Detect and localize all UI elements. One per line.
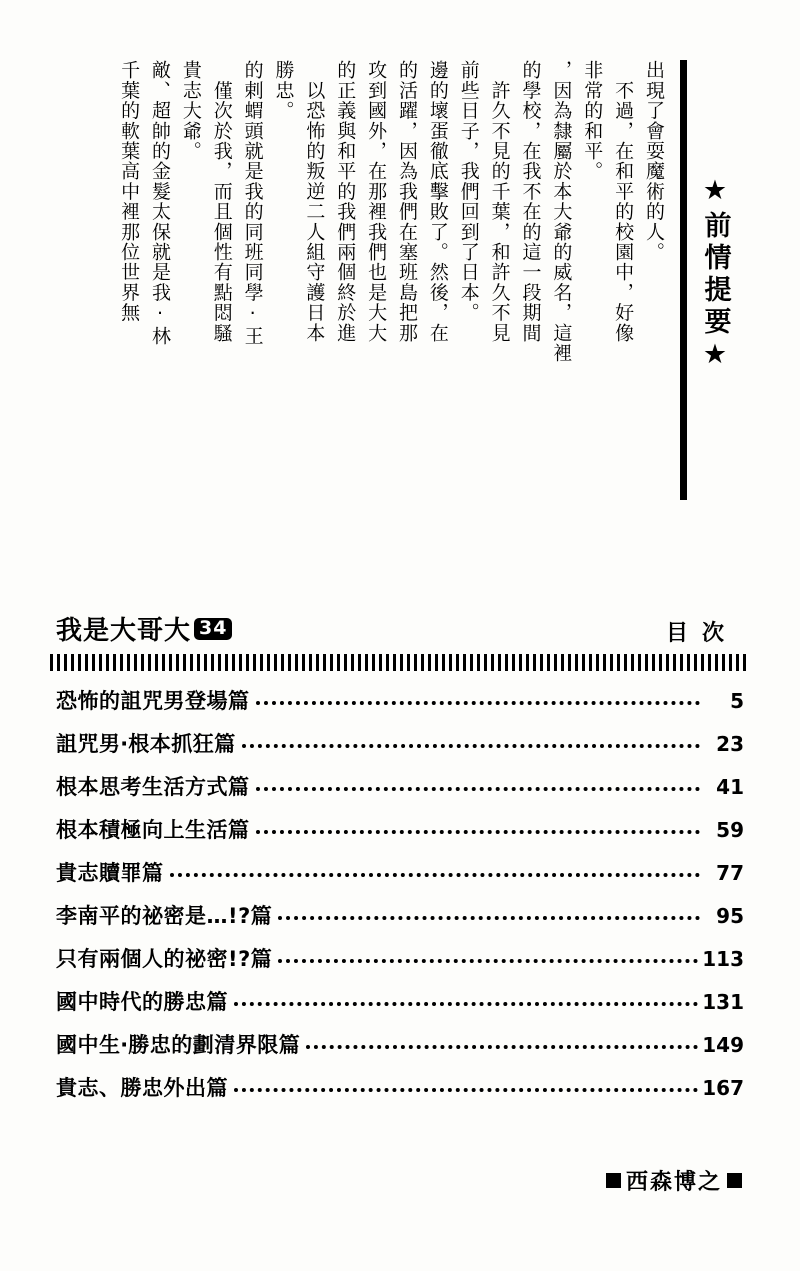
synopsis-line: 的剌蝟頭就是我的同班同學‧王 bbox=[241, 60, 264, 346]
toc-leader-dots bbox=[256, 700, 701, 705]
toc-entry-page: 167 bbox=[702, 1076, 744, 1100]
square-marker-icon bbox=[606, 1173, 621, 1188]
toc-entry-title: 國中時代的勝忠篇 bbox=[56, 990, 228, 1014]
synopsis-line: ，因為隸屬於本大爺的威名，這裡 bbox=[550, 60, 573, 363]
toc-entry[interactable] bbox=[56, 1072, 744, 1102]
synopsis-line: 許久不見的千葉，和許久不見 bbox=[488, 60, 511, 343]
synopsis-line: 非常的和平。 bbox=[581, 60, 604, 182]
toc-leader-dots bbox=[170, 872, 701, 877]
synopsis-heading: ★前情提要★ bbox=[699, 175, 731, 375]
toc-entry-page: 5 bbox=[730, 689, 744, 713]
author-name: 西森博之 bbox=[625, 1170, 722, 1195]
synopsis-line: 的活躍，因為我們在塞班島把那 bbox=[396, 60, 418, 343]
synopsis-line: 勝忠。 bbox=[272, 60, 295, 121]
book-title bbox=[56, 610, 232, 647]
synopsis-line: 出現了會耍魔術的人。 bbox=[643, 60, 665, 262]
toc-leader-dots bbox=[256, 786, 701, 791]
book-title-text: 我是大哥大 bbox=[56, 616, 192, 646]
synopsis-line: 攻到國外，在那裡我們也是大大 bbox=[365, 60, 388, 343]
toc-entry[interactable] bbox=[56, 943, 744, 973]
volume-badge: 34 bbox=[194, 618, 232, 640]
toc-entry-page: 149 bbox=[702, 1033, 744, 1057]
toc-leader-dots bbox=[234, 1087, 698, 1092]
toc-entry-page: 77 bbox=[716, 861, 744, 885]
synopsis-line: 的正義與和平的我們兩個終於進 bbox=[334, 60, 357, 343]
toc-entry[interactable] bbox=[56, 728, 744, 758]
hatched-divider bbox=[50, 654, 750, 671]
toc-entry-page: 113 bbox=[702, 947, 744, 971]
synopsis-line: 以恐怖的叛逆二人組守護日本 bbox=[303, 60, 326, 343]
toc-entry[interactable] bbox=[56, 814, 744, 844]
toc-entry[interactable] bbox=[56, 1029, 744, 1059]
toc-entry[interactable] bbox=[56, 857, 744, 887]
table-of-contents bbox=[50, 610, 750, 1115]
toc-label: 目次 bbox=[665, 621, 738, 646]
toc-entry-page: 131 bbox=[702, 990, 744, 1014]
synopsis-line: 邊的壞蛋徹底擊敗了。然後，在 bbox=[426, 60, 449, 343]
toc-leader-dots bbox=[306, 1044, 698, 1049]
toc-entry-title: 根本積極向上生活篇 bbox=[56, 818, 250, 842]
toc-entry-list bbox=[50, 685, 750, 1102]
toc-leader-dots bbox=[234, 1001, 698, 1006]
toc-entry-page: 41 bbox=[716, 775, 744, 799]
toc-leader-dots bbox=[278, 915, 700, 920]
synopsis-line: 貴志大爺。 bbox=[179, 60, 202, 161]
toc-leader-dots bbox=[278, 958, 698, 963]
toc-leader-dots bbox=[256, 829, 701, 834]
toc-leader-dots bbox=[242, 743, 700, 748]
toc-entry-page: 23 bbox=[716, 732, 744, 756]
toc-entry-title: 恐怖的詛咒男登場篇 bbox=[56, 689, 250, 713]
toc-entry-title: 貴志贖罪篇 bbox=[56, 861, 164, 885]
toc-entry[interactable] bbox=[56, 685, 744, 715]
synopsis-columns bbox=[112, 60, 668, 500]
toc-header bbox=[50, 610, 750, 647]
synopsis-line: 敵、超帥的金髮太保就是我‧林 bbox=[149, 60, 171, 346]
synopsis-line: 前些日子，我們回到了日本。 bbox=[457, 60, 480, 323]
toc-entry-page: 95 bbox=[716, 904, 744, 928]
toc-entry-title: 貴志、勝忠外出篇 bbox=[56, 1076, 228, 1100]
vertical-rule-divider bbox=[680, 60, 687, 500]
synopsis-line: 的學校，在我不在的這一段期間 bbox=[519, 60, 542, 343]
toc-entry-title: 根本思考生活方式篇 bbox=[56, 775, 250, 799]
synopsis-line: 不過，在和平的校園中，好像 bbox=[612, 60, 635, 343]
toc-entry[interactable] bbox=[56, 771, 744, 801]
synopsis-line: 僅次於我，而且個性有點悶騷 bbox=[210, 60, 233, 343]
square-marker-icon bbox=[727, 1173, 742, 1188]
toc-entry[interactable] bbox=[56, 900, 744, 930]
toc-entry-title: 詛咒男‧根本抓狂篇 bbox=[56, 732, 236, 756]
synopsis-section bbox=[30, 60, 770, 530]
toc-entry-title: 只有兩個人的祕密!?篇 bbox=[56, 947, 273, 971]
toc-entry[interactable] bbox=[56, 986, 744, 1016]
toc-entry-title: 李南平的祕密是…!?篇 bbox=[56, 904, 273, 928]
toc-entry-title: 國中生‧勝忠的劃清界限篇 bbox=[56, 1033, 301, 1057]
synopsis-heading-wrap bbox=[674, 60, 770, 500]
toc-entry-page: 59 bbox=[716, 818, 744, 842]
synopsis-line: 千葉的軟葉高中裡那位世界無 bbox=[118, 60, 141, 323]
author-byline bbox=[606, 1165, 742, 1196]
